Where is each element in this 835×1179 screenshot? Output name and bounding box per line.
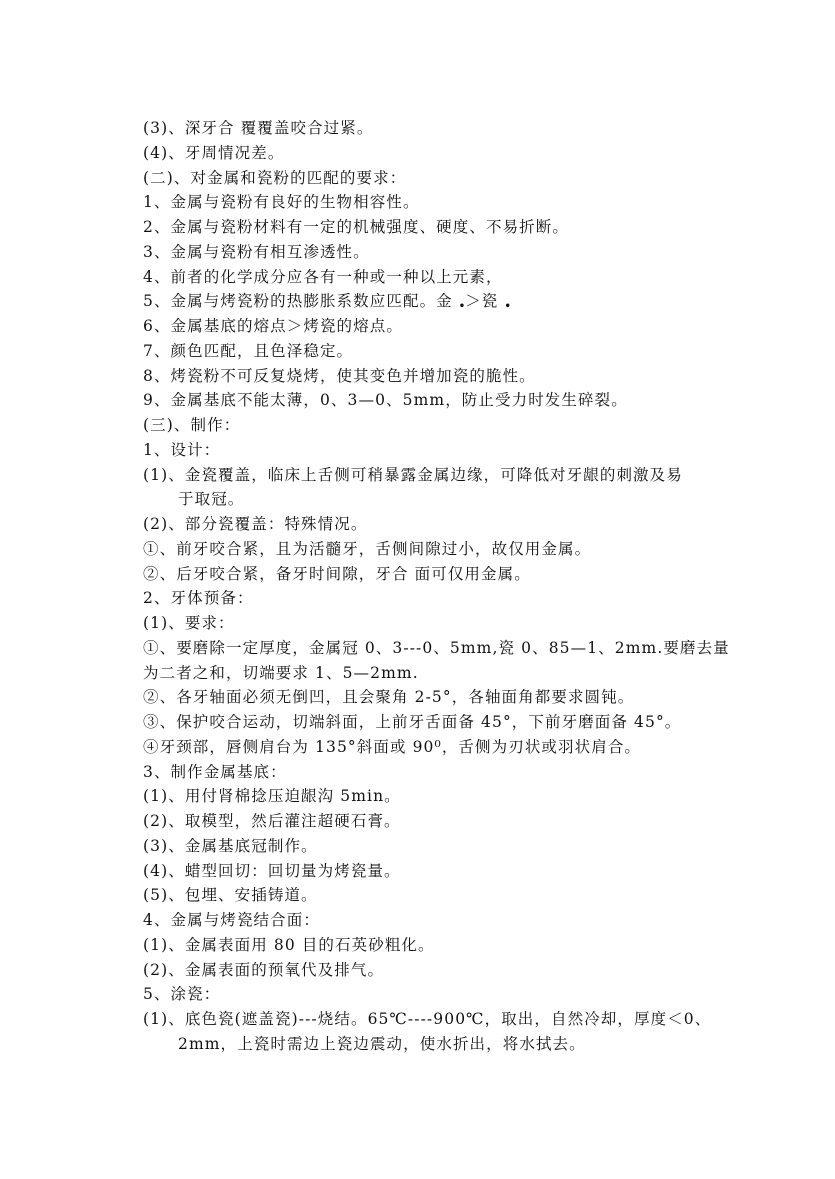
text-line: (1)、金瓷覆盖，临床上舌侧可稍暴露金属边缘，可降低对牙龈的刺激及易 [143,465,683,484]
subscript-symbol: • [504,301,511,313]
text-line: (1)、金属表面用 80 目的石英砂粗化。 [143,935,435,954]
text-line: 9、金属基底不能太薄，0、3—0、5mm，防止受力时发生碎裂。 [143,391,628,410]
text-line: 1、设计： [143,440,221,459]
text-line: (2)、取模型，然后灌注超硬石膏。 [143,812,401,830]
text-line: (2)、金属表面的预氧代及排气。 [143,960,385,979]
text-line: ②、后牙咬合紧，备牙时间隙，牙合 面可仅用金属。 [143,564,531,583]
text-line: (3)、深牙合 覆覆盖咬合过紧。 [143,119,374,137]
text-line: ③、保护咬合运动，切端斜面，上前牙舌面备 45°，下前牙磨面备 45°。 [143,713,682,731]
text-line: (2)、部分瓷覆盖：特殊情况。 [143,515,368,533]
expansion-prefix: 5、金属与烤瓷粉的热膨胀系数应匹配。金 [143,292,459,311]
document-body [143,116,730,1057]
text-line: (4)、蜡型回切：回切量为烤瓷量。 [143,861,401,880]
text-line: 2、金属与瓷粉材料有一定的机械强度、硬度、不易折断。 [143,218,569,236]
text-line-expansion [143,289,703,314]
text-line: (1)、要求： [143,614,235,632]
text-line: 4、金属与烤瓷结合面： [143,911,320,929]
text-line: (1)、底色瓷(遮盖瓷)---烧结。65℃----900℃，取出，自然冷却，厚度＜0、 [143,1010,712,1028]
text-line: ①、要磨除一定厚度，金属冠 0、3---0、5mm,瓷 0、85—1、2mm.要磨去量 [143,638,730,657]
text-line-continued: 于取冠。 [178,490,245,509]
text-line: 4、前者的化学成分应各有一种或一种以上元素， [143,267,503,286]
text-line: (3)、金属基底冠制作。 [143,836,318,855]
subscript-symbol: • [458,301,466,313]
text-line: 2、牙体预备： [143,589,254,608]
text-line: 1、金属与瓷粉有良好的生物相容性。 [143,193,420,212]
section-heading: (二)、对金属和瓷粉的匹配的要求： [143,168,407,187]
text-line: 7、颜色匹配，且色泽稳定。 [143,341,354,360]
text-line: (4)、牙周情况差。 [143,143,285,162]
text-line: ④牙颈部，唇侧肩台为 135°斜面或 90⁰，舌侧为刃状或羽状肩合。 [143,737,642,756]
text-line: 3、制作金属基底： [143,762,287,781]
text-line: 5、涂瓷： [143,985,221,1004]
text-line: (5)、包埋、安插铸道。 [143,886,318,905]
text-line: 8、烤瓷粉不可反复烧烤，使其变色并增加瓷的脆性。 [143,366,536,385]
text-line: (1)、用付肾棉捻压迫龈沟 5min。 [143,787,401,806]
text-line: ①、前牙咬合紧，且为活髓牙，舌侧间隙过小，故仅用金属。 [143,539,592,558]
section-heading: (三)、制作： [143,416,241,434]
text-line: 3、金属与瓷粉有相互渗透性。 [143,242,370,261]
text-line: 6、金属基底的熔点＞烤瓷的熔点。 [143,317,403,335]
text-line: ②、各牙轴面必须无倒凹，且会聚角 2-5°，各轴面角都要求圆钝。 [143,688,635,707]
text-line: 为二者之和，切端要求 1、5—2mm. [143,663,419,682]
text-line-continued: 2mm，上瓷时需边上瓷边震动，使水折出，将水拭去。 [178,1034,586,1053]
expansion-middle: ＞瓷 [465,292,505,311]
